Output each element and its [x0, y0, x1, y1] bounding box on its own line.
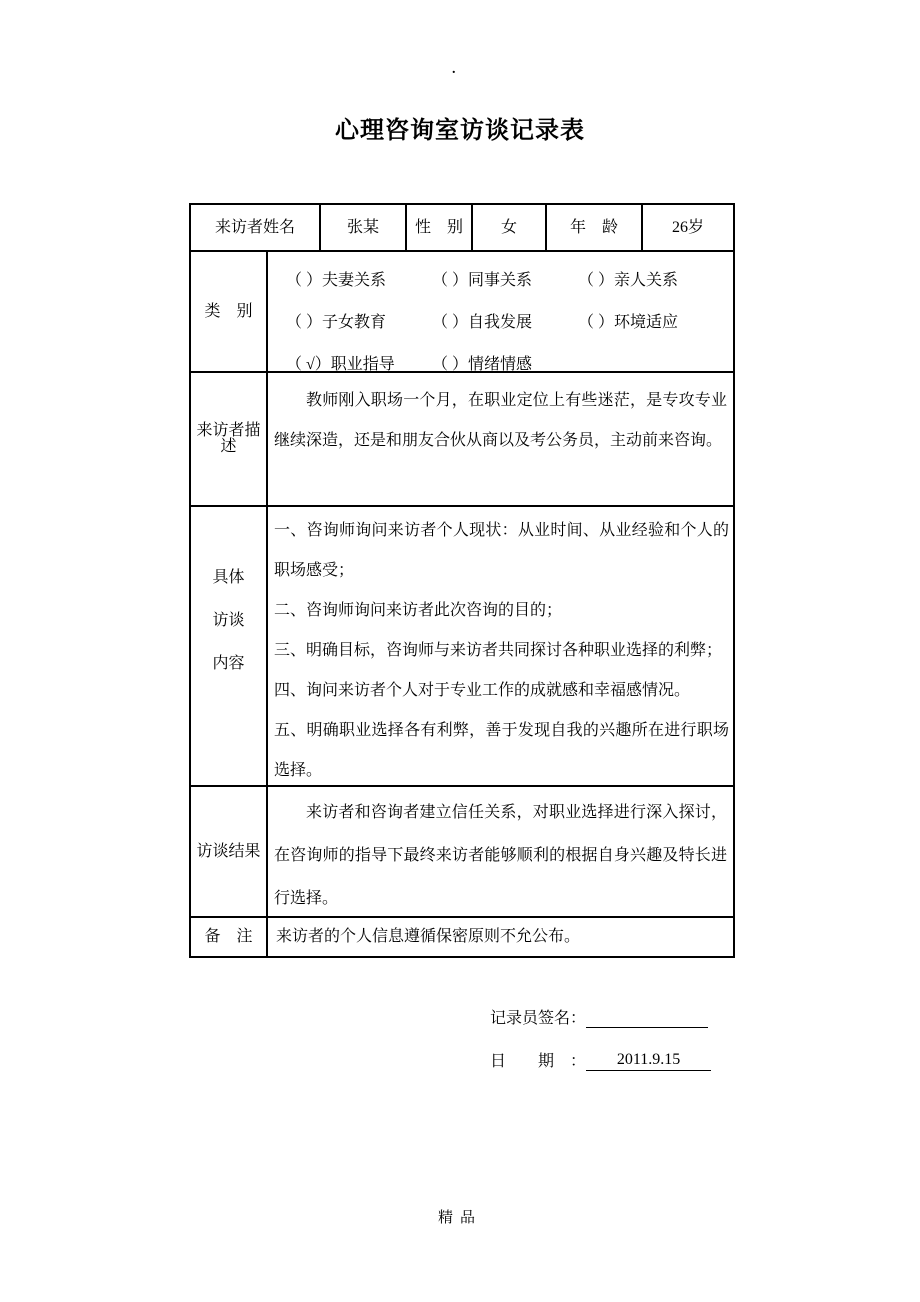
- table-row-interview-content: [191, 505, 733, 785]
- interview-label-line2: 访谈: [212, 612, 245, 629]
- interview-item-3: 三、明确目标，咨询师与来访者共同探讨各种职业选择的利弊；: [274, 642, 723, 659]
- interview-item-5: 五、明确职业选择各有利弊，善于发现自我的兴趣所在进行职场选择。: [274, 722, 729, 779]
- description-content: [266, 373, 733, 505]
- category-option-colleague: （ ）同事关系: [432, 272, 533, 289]
- recorder-signature-row: [490, 1005, 708, 1028]
- age-value: 26岁: [641, 205, 733, 250]
- recorder-signature-label: 记录员签名：: [490, 1010, 587, 1027]
- date-value: 2011.9.15: [586, 1051, 711, 1071]
- age-label: 年 龄: [545, 205, 641, 250]
- date-row: [490, 1048, 711, 1071]
- interview-item-1: 一、咨询师询问来访者个人现状：从业时间、从业经验和个人的职场感受；: [274, 522, 729, 579]
- table-row-result: [191, 785, 733, 916]
- interview-item-2: 二、咨询师询问来访者此次咨询的目的；: [274, 602, 563, 619]
- gender-label: 性 别: [405, 205, 471, 250]
- result-text: 来访者和咨询者建立信任关系，对职业选择进行深入探讨，在咨询师的指导下最终来访者能够顺利的根据自身兴趣及特长进行选择。: [274, 804, 727, 907]
- category-option-emotion: （ ）情绪情感: [432, 356, 533, 371]
- page-title: 心理咨询室访谈记录表: [335, 118, 585, 144]
- gender-value: 女: [471, 205, 545, 250]
- visitor-name-value: 张某: [319, 205, 405, 250]
- watermark-text: 精品: [438, 1210, 483, 1226]
- remark-text: 来访者的个人信息遵循保密原则不允公布。: [276, 928, 581, 945]
- stray-dot: .: [452, 62, 456, 77]
- table-row-remark: [191, 916, 733, 956]
- category-option-self-development: （ ）自我发展: [432, 314, 533, 331]
- result-content: [266, 787, 733, 916]
- category-option-environment: （ ）环境适应: [578, 314, 679, 331]
- interview-label-line1: 具体: [212, 569, 245, 586]
- description-text: 教师刚入职场一个月，在职业定位上有些迷茫，是专攻专业继续深造，还是和朋友合伙从商以及考公务员，主动前来咨询。: [274, 392, 727, 449]
- table-row-category: [191, 250, 733, 371]
- category-options: [266, 252, 733, 371]
- remark-content: [266, 918, 733, 956]
- category-option-children-education: （ ）子女教育: [286, 314, 387, 331]
- interview-record-table: [189, 203, 735, 958]
- description-label: 来访者描述: [196, 422, 261, 455]
- result-label: 访谈结果: [196, 842, 261, 860]
- category-option-career-guidance-checked: （ √）职业指导: [286, 356, 395, 371]
- interview-content-label: [191, 507, 266, 785]
- category-option-spouse: （ ）夫妻关系: [286, 272, 387, 289]
- table-row-description: [191, 371, 733, 505]
- interview-label-line3: 内容: [212, 655, 245, 672]
- table-row-visitor-info: [191, 205, 733, 250]
- category-label: 类 别: [204, 302, 253, 320]
- recorder-signature-blank: [586, 1008, 708, 1028]
- visitor-name-label: 来访者姓名: [214, 218, 295, 236]
- remark-label: 备 注: [204, 928, 253, 945]
- category-option-relative: （ ）亲人关系: [578, 272, 679, 289]
- date-label: 日 期 ：: [490, 1053, 587, 1070]
- interview-content-body: [266, 507, 733, 785]
- interview-item-4: 四、询问来访者个人对于专业工作的成就感和幸福感情况。: [274, 682, 691, 699]
- category-options-grid: [268, 252, 733, 371]
